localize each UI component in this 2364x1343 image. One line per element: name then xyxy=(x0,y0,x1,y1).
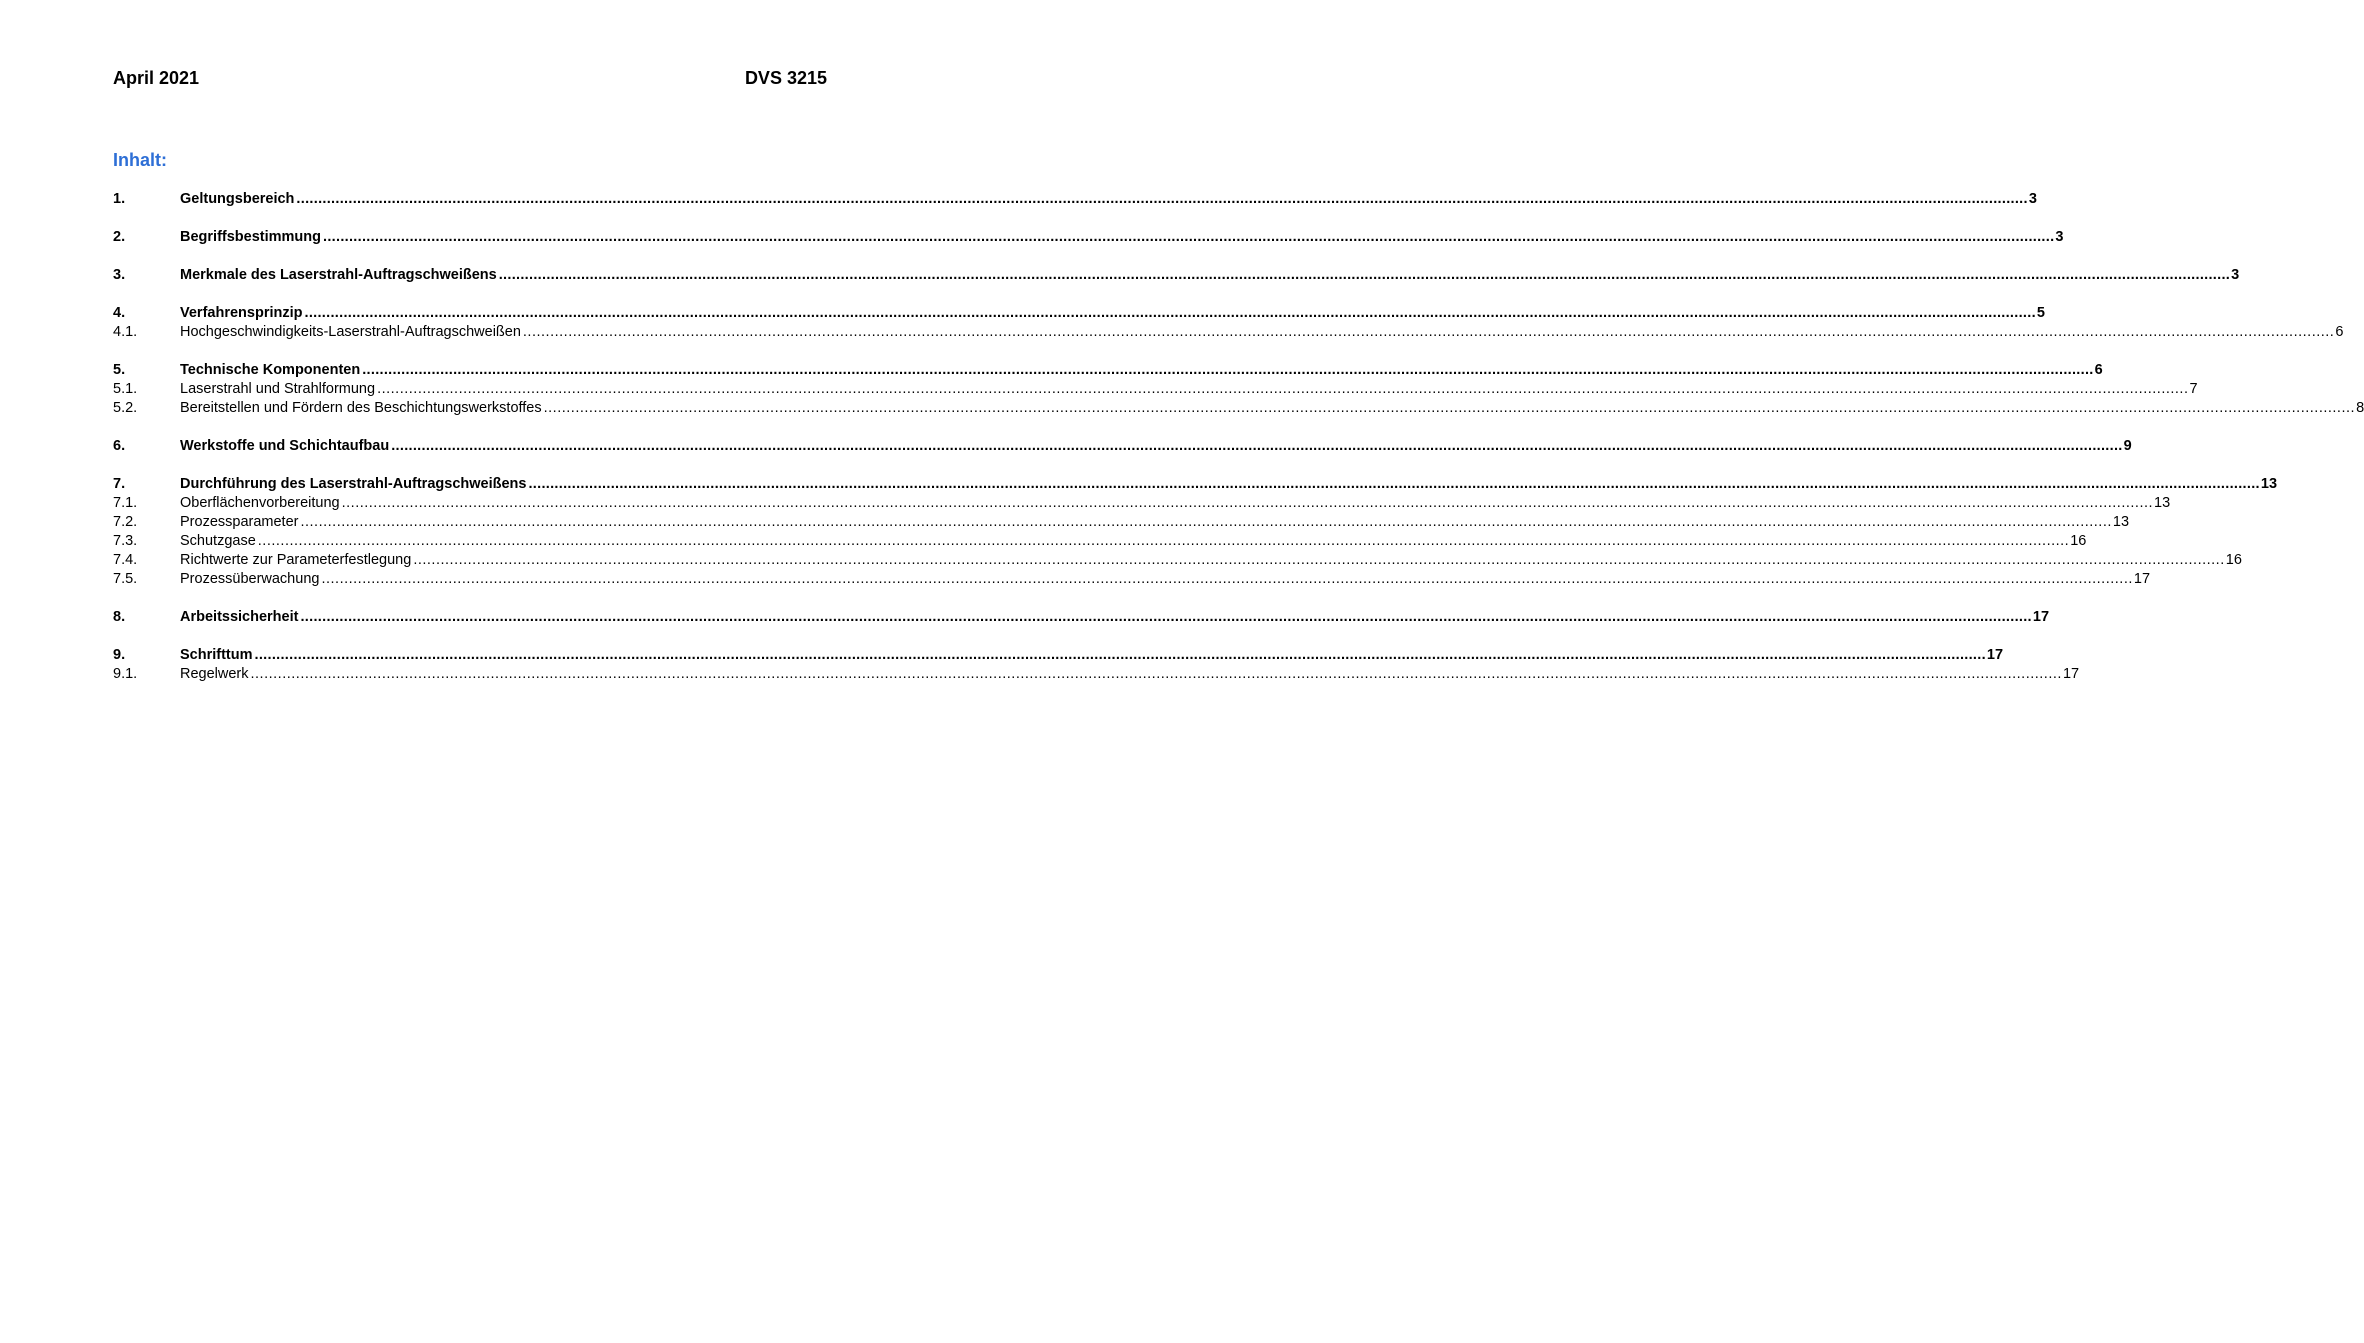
toc-entry-page: 3 xyxy=(2055,229,2064,245)
toc-entry[interactable] xyxy=(113,190,2037,209)
toc-entry-page: 6 xyxy=(2094,362,2103,378)
toc-entry-page: 17 xyxy=(1986,647,2004,663)
toc-entry-title: Verfahrensprinzip xyxy=(180,305,303,321)
toc-dot-leader: ................................................................................................................................................................................................................................................................................................................................................................................................................ xyxy=(323,229,2055,245)
toc-entry-title: Richtwerte zur Parameterfestlegung xyxy=(180,552,412,568)
toc-entry-page: 17 xyxy=(2062,666,2080,682)
toc-dot-leader: ................................................................................................................................................................................................................................................................................................................................................................................................................ xyxy=(391,438,2123,454)
toc-subentry[interactable] xyxy=(113,665,2080,684)
toc-entry-title: Prozessüberwachung xyxy=(180,571,320,587)
toc-entry-page: 3 xyxy=(2028,191,2037,207)
toc-entry-number: 7.5. xyxy=(113,571,138,587)
toc-entry-number: 4.1. xyxy=(113,324,138,340)
toc-entry[interactable] xyxy=(113,361,2103,380)
toc-entry-page: 13 xyxy=(2154,495,2171,511)
toc-dot-leader: ................................................................................................................................................................................................................................................................................................................................................................................................................ xyxy=(341,495,2154,511)
toc-entry-title: Schrifttum xyxy=(180,647,253,663)
toc-dot-leader: ................................................................................................................................................................................................................................................................................................................................................................................................................ xyxy=(362,362,2094,378)
toc-group xyxy=(113,304,2344,342)
toc-dot-leader: ................................................................................................................................................................................................................................................................................................................................................................................................................ xyxy=(300,514,2112,530)
toc-entry-title: Prozessparameter xyxy=(180,514,299,530)
toc-dot-leader: ................................................................................................................................................................................................................................................................................................................................................................................................................ xyxy=(296,191,2028,207)
toc-group xyxy=(113,608,2050,627)
toc-dot-leader: ................................................................................................................................................................................................................................................................................................................................................................................................................ xyxy=(300,609,2032,625)
document-date: April 2021 xyxy=(113,68,200,88)
document-id: DVS 3215 xyxy=(744,68,827,88)
toc-entry-number: 5.1. xyxy=(113,381,138,397)
toc-entry-number: 2. xyxy=(113,229,126,245)
toc-entry-title: Laserstrahl und Strahlformung xyxy=(180,381,376,397)
toc-entry-title: Bereitstellen und Fördern des Beschichtungswerkstoffes xyxy=(180,400,542,416)
toc-entry[interactable] xyxy=(113,646,2004,665)
toc-entry-number: 4. xyxy=(113,305,126,321)
toc-entry-number: 5.2. xyxy=(113,400,138,416)
toc-entry-page: 13 xyxy=(2260,476,2278,492)
toc-dot-leader: ................................................................................................................................................................................................................................................................................................................................................................................................................ xyxy=(250,666,2062,682)
toc-entry[interactable] xyxy=(113,228,2064,247)
toc-entry-page: 9 xyxy=(2123,438,2132,454)
toc-dot-leader: ................................................................................................................................................................................................................................................................................................................................................................................................................ xyxy=(528,476,2260,492)
toc-group xyxy=(113,437,2132,456)
toc-subentry[interactable] xyxy=(113,570,2151,589)
toc-group xyxy=(113,228,2064,247)
toc-dot-leader: ................................................................................................................................................................................................................................................................................................................................................................................................................ xyxy=(522,324,2335,340)
toc-entry-number: 7.4. xyxy=(113,552,138,568)
toc-entry-number: 7.2. xyxy=(113,514,138,530)
toc-group xyxy=(113,266,2240,285)
toc-entry-title: Merkmale des Laserstrahl-Auftragschweißens xyxy=(180,267,497,283)
toc-entry-title: Technische Komponenten xyxy=(180,362,361,378)
toc-entry-page: 13 xyxy=(2112,514,2130,530)
toc-entry[interactable] xyxy=(113,437,2132,456)
toc-entry-number: 6. xyxy=(113,438,126,454)
toc-subentry[interactable] xyxy=(113,551,2242,570)
toc-entry-page: 6 xyxy=(2335,324,2344,340)
toc-heading: Inhalt: xyxy=(113,150,167,170)
toc-entry[interactable] xyxy=(113,266,2240,285)
toc-entry[interactable] xyxy=(113,608,2050,627)
toc-entry-title: Regelwerk xyxy=(180,666,249,682)
toc-entry-page: 17 xyxy=(2133,571,2151,587)
toc-group xyxy=(113,646,2080,684)
toc-entry-page: 17 xyxy=(2032,609,2050,625)
toc-dot-leader: ................................................................................................................................................................................................................................................................................................................................................................................................................ xyxy=(321,571,2133,587)
toc-entry-page: 5 xyxy=(2036,305,2045,321)
toc-entry-number: 1. xyxy=(113,191,126,207)
toc-dot-leader: ................................................................................................................................................................................................................................................................................................................................................................................................................ xyxy=(543,400,2356,416)
toc-subentry[interactable] xyxy=(113,532,2087,551)
toc-entry-number: 5. xyxy=(113,362,126,378)
table-of-contents xyxy=(113,190,2364,703)
toc-entry-title: Hochgeschwindigkeits-Laserstrahl-Auftragschweißen xyxy=(180,324,521,340)
toc-dot-leader: ................................................................................................................................................................................................................................................................................................................................................................................................................ xyxy=(304,305,2036,321)
toc-dot-leader: ................................................................................................................................................................................................................................................................................................................................................................................................................ xyxy=(257,533,2070,549)
toc-entry-title: Geltungsbereich xyxy=(180,191,295,207)
toc-entry-page: 16 xyxy=(2225,552,2242,568)
toc-entry-title: Schutzgase xyxy=(180,533,256,549)
toc-entry[interactable] xyxy=(113,475,2278,494)
toc-entry-number: 9. xyxy=(113,647,126,663)
toc-entry-title: Durchführung des Laserstrahl-Auftragschweißens xyxy=(180,476,527,492)
toc-entry-page: 3 xyxy=(2231,267,2240,283)
toc-entry-title: Arbeitssicherheit xyxy=(180,609,299,625)
toc-entry-number: 7.1. xyxy=(113,495,138,511)
toc-entry-number: 8. xyxy=(113,609,126,625)
toc-entry-title: Begriffsbestimmung xyxy=(180,229,321,245)
toc-entry-number: 9.1. xyxy=(113,666,138,682)
toc-entry-title: Werkstoffe und Schichtaufbau xyxy=(180,438,390,454)
toc-entry-page: 7 xyxy=(2189,381,2198,397)
toc-subentry[interactable] xyxy=(113,380,2198,399)
toc-subentry[interactable] xyxy=(113,323,2344,342)
toc-group xyxy=(113,361,2364,418)
toc-entry-page: 8 xyxy=(2356,400,2364,416)
toc-dot-leader: ................................................................................................................................................................................................................................................................................................................................................................................................................ xyxy=(498,267,2231,283)
toc-subentry[interactable] xyxy=(113,513,2130,532)
toc-entry-number: 7.3. xyxy=(113,533,138,549)
toc-subentry[interactable] xyxy=(113,494,2171,513)
toc-group xyxy=(113,190,2037,209)
toc-entry-number: 7. xyxy=(113,476,126,492)
toc-subentry[interactable] xyxy=(113,399,2364,418)
toc-entry-number: 3. xyxy=(113,267,126,283)
toc-dot-leader: ................................................................................................................................................................................................................................................................................................................................................................................................................ xyxy=(413,552,2225,568)
toc-dot-leader: ................................................................................................................................................................................................................................................................................................................................................................................................................ xyxy=(377,381,2189,397)
toc-entry[interactable] xyxy=(113,304,2045,323)
toc-dot-leader: ................................................................................................................................................................................................................................................................................................................................................................................................................ xyxy=(254,647,1986,663)
toc-group xyxy=(113,475,2278,589)
page-header xyxy=(113,68,827,92)
toc-entry-page: 16 xyxy=(2070,533,2087,549)
toc-entry-title: Oberflächenvorbereitung xyxy=(180,495,340,511)
